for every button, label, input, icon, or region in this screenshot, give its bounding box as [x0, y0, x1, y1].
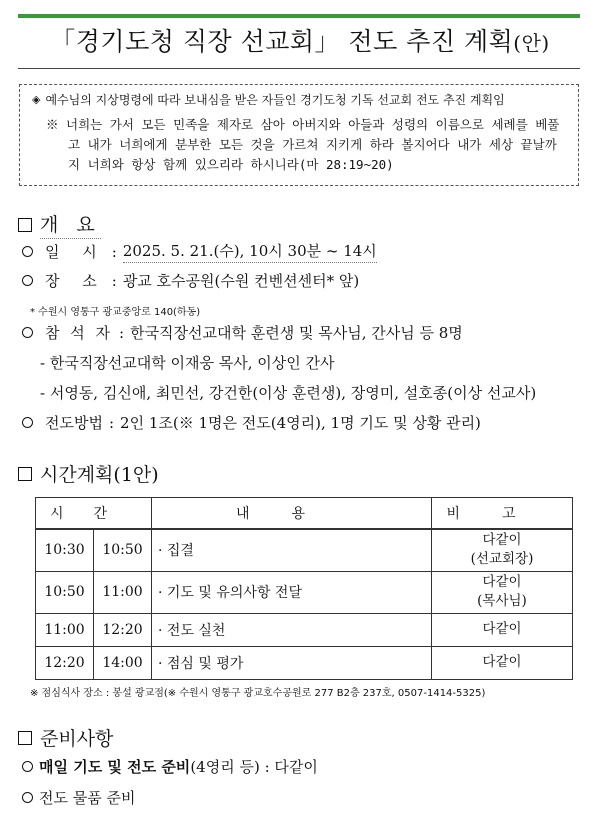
- overview-heading-text: 개 요: [40, 210, 101, 239]
- table-row: [36, 529, 573, 571]
- colon: :: [119, 323, 125, 342]
- circle-bullet-icon: [22, 417, 33, 428]
- row-note: 다같이: [432, 613, 573, 646]
- prep-item-2: [22, 787, 135, 808]
- row-end-time: 12:20: [94, 613, 152, 646]
- overview-place-row: [22, 270, 359, 291]
- method-value: 2인 1조(※ 1명은 전도(4영리), 1명 기도 및 상황 관리): [120, 414, 481, 432]
- title-suffix: (안): [513, 31, 550, 55]
- attendees-value: 한국직장선교대학 훈련생 및 목사님, 간사님 등 8명: [130, 324, 463, 342]
- row-end-time: 11:00: [94, 571, 152, 613]
- table-row: [36, 571, 573, 613]
- header-note: 비고: [432, 498, 573, 530]
- attendees-sub-1: - 한국직장선교대학 이재웅 목사, 이상인 간사: [40, 354, 335, 372]
- row-note: 다같이 (목사님): [432, 571, 573, 613]
- intro-verse: ※ 너희는 가서 모든 민족을 제자로 삼아 아버지와 아들과 성령의 이름으로 세례를 베풀고 내가 너희에게 분부한 모든 것을 가르쳐 지키게 하라 볼지어다 내가 세상 끝날까지 너희와 항상 함께 있으리라 하시니라(마 28:19~20): [46, 117, 560, 172]
- title-underline: [18, 68, 580, 69]
- section-prep-heading: [18, 724, 113, 751]
- prep-item-1-bold: 매일 기도 및 전도 준비: [39, 758, 191, 776]
- date-value: 2025. 5. 21.(수), 10시 30분 ~ 14시: [123, 240, 377, 263]
- row-item: · 전도 실천: [152, 613, 432, 646]
- colon: :: [108, 413, 115, 432]
- place-value: 광교 호수공원(수원 컨벤션센터* 앞): [122, 272, 360, 290]
- row-start-time: 10:50: [36, 571, 94, 613]
- intro-lead: 예수님의 지상명령에 따라 보내심을 받은 자들인 경기도청 기독 선교회 전도 추진 계획임: [45, 93, 505, 107]
- circle-bullet-icon: [22, 327, 33, 338]
- title-main: 「경기도청 직장 선교회」 전도 추진 계획: [50, 27, 514, 56]
- place-note: * 수원시 영통구 광교중앙로 140(하동): [30, 307, 201, 318]
- square-bullet-icon: [18, 218, 32, 232]
- table-row: [36, 646, 573, 679]
- section-schedule-heading: [18, 460, 159, 487]
- row-end-time: 14:00: [94, 646, 152, 679]
- row-start-time: 12:20: [36, 646, 94, 679]
- row-note: 다같이: [432, 646, 573, 679]
- row-end-time: 10:50: [94, 529, 152, 571]
- attendees-sub-2: - 서영동, 김신애, 최민선, 강건한(이상 훈련생), 장영미, 설호종(이상 선교사): [40, 384, 537, 402]
- row-item: · 집결: [152, 529, 432, 571]
- circle-bullet-icon: [22, 761, 33, 772]
- prep-item-1: [22, 756, 318, 777]
- attendees-label: 참 석 자: [45, 324, 114, 342]
- row-item: · 기도 및 유의사항 전달: [152, 571, 432, 613]
- circle-bullet-icon: [22, 792, 33, 803]
- colon: :: [111, 271, 117, 290]
- overview-method-row: [22, 412, 481, 433]
- place-label: 장 소: [45, 272, 106, 290]
- circle-bullet-icon: [22, 275, 33, 286]
- schedule-footnote: ※ 점심식사 장소 : 봉설 광교점(※ 수원시 영통구 광교호수공원로 277 B2층 237호, 0507-1414-5325): [30, 688, 486, 699]
- row-start-time: 11:00: [36, 613, 94, 646]
- overview-attendees-row: [22, 322, 463, 343]
- prep-item-1-rest: (4영리 등) : 다같이: [190, 758, 318, 776]
- overview-date-row: [22, 240, 377, 263]
- square-bullet-icon: [18, 467, 32, 481]
- intro-box: [19, 84, 579, 186]
- table-row: [36, 613, 573, 646]
- schedule-table: [35, 497, 573, 680]
- section-overview-heading: [18, 210, 101, 239]
- colon: :: [111, 242, 117, 261]
- title-top-bar: [18, 14, 580, 18]
- prep-item-2-text: 전도 물품 준비: [39, 789, 136, 807]
- intro-lead-line: [32, 91, 568, 108]
- schedule-header-row: [36, 498, 573, 530]
- page-title: [0, 22, 600, 58]
- header-time: 시간: [36, 498, 152, 530]
- header-content: 내용: [152, 498, 432, 530]
- prep-heading-text: 준비사항: [40, 728, 114, 750]
- circle-bullet-icon: [22, 246, 33, 257]
- date-label: 일 시: [45, 243, 106, 261]
- diamond-bullet-icon: ◈: [32, 93, 41, 106]
- row-item: · 점심 및 평가: [152, 646, 432, 679]
- method-label: 전도방법: [45, 414, 103, 432]
- row-note: 다같이 (선교회장): [432, 529, 573, 571]
- square-bullet-icon: [18, 731, 32, 745]
- schedule-heading-text: 시간계획(1안): [40, 464, 159, 486]
- row-start-time: 10:30: [36, 529, 94, 571]
